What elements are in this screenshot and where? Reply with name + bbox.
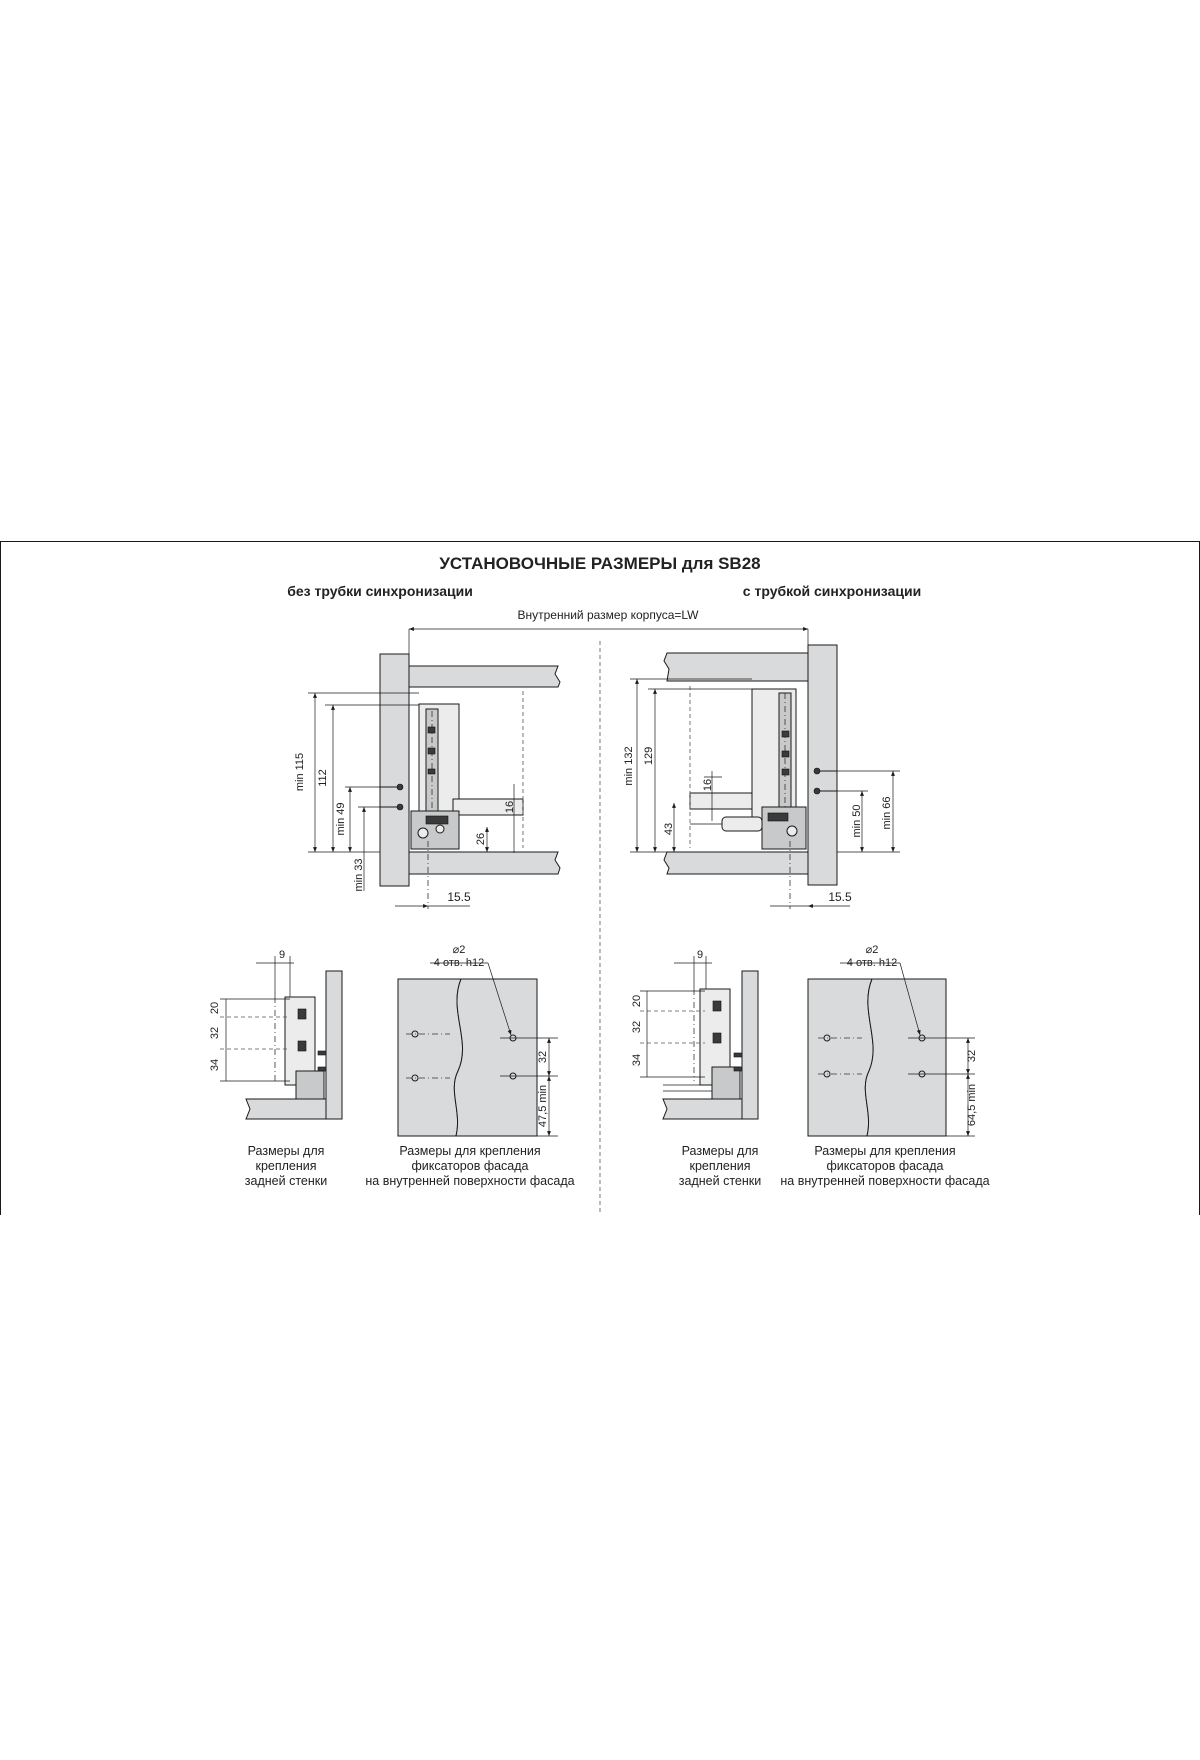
left-bottom-shelf bbox=[409, 852, 560, 874]
back-caption-right-3: задней стенки bbox=[678, 1174, 762, 1188]
back-dim-32-left: 32 bbox=[209, 1026, 221, 1040]
right-side-wall bbox=[808, 645, 837, 885]
inner-width-label: Внутренний размер корпуса=LW bbox=[517, 608, 699, 622]
dim-min66: min 66 bbox=[881, 796, 893, 830]
dim-129: 129 bbox=[643, 746, 655, 766]
dim-min49: min 49 bbox=[335, 802, 347, 836]
left-main-view bbox=[294, 654, 560, 909]
right-bottom-shelf bbox=[664, 852, 808, 874]
back-caption-left-2: крепления bbox=[255, 1159, 317, 1173]
right-front-detail bbox=[780, 944, 989, 1188]
sync-tube bbox=[722, 817, 762, 831]
back-dim-34-left: 34 bbox=[209, 1058, 221, 1072]
back-caption-left-3: задней стенки bbox=[244, 1174, 328, 1188]
dim-15-5-right: 15.5 bbox=[828, 890, 852, 904]
dim-43: 43 bbox=[663, 822, 675, 836]
dim-15-5-left: 15.5 bbox=[447, 890, 471, 904]
dim-112: 112 bbox=[317, 769, 329, 787]
dim-min33: min 33 bbox=[353, 858, 365, 892]
front-caption-right-2: фиксаторов фасада bbox=[826, 1159, 944, 1173]
installation-drawing bbox=[0, 541, 1200, 1215]
page-title: УСТАНОВОЧНЫЕ РАЗМЕРЫ для SB28 bbox=[439, 554, 761, 573]
left-top-shelf bbox=[409, 666, 560, 687]
front-diam-left: ⌀2 bbox=[452, 944, 466, 956]
back-caption-right-2: крепления bbox=[689, 1159, 751, 1173]
dim-16: 16 bbox=[504, 800, 516, 814]
dim-min115: min 115 bbox=[294, 752, 306, 792]
subtitle-left: без трубки синхронизации bbox=[287, 583, 473, 599]
front-dim-min-right: 64,5 min bbox=[966, 1083, 978, 1127]
front-dim-min-left: 47,5 min bbox=[537, 1084, 549, 1128]
back-dim-20-right: 20 bbox=[631, 994, 643, 1008]
back-dim-9-left: 9 bbox=[278, 949, 286, 961]
subtitle-right: с трубкой синхронизации bbox=[742, 583, 922, 599]
front-caption-left-1: Размеры для крепления bbox=[399, 1144, 541, 1158]
front-holes-left: 4 отв. h12 bbox=[433, 957, 485, 969]
front-caption-right-1: Размеры для крепления bbox=[814, 1144, 956, 1158]
front-dim-32-right: 32 bbox=[966, 1049, 978, 1063]
front-caption-left-2: фиксаторов фасада bbox=[411, 1159, 529, 1173]
right-main-view bbox=[623, 645, 900, 909]
right-drawer-back bbox=[690, 793, 752, 809]
front-caption-right-3: на внутренней поверхности фасада bbox=[780, 1174, 990, 1188]
left-back-detail bbox=[209, 949, 342, 1188]
right-top-shelf bbox=[664, 653, 808, 681]
back-dim-32-right: 32 bbox=[631, 1020, 643, 1034]
front-dim-32-left: 32 bbox=[537, 1050, 549, 1064]
back-caption-left-1: Размеры для bbox=[247, 1144, 325, 1158]
dim-min132: min 132 bbox=[623, 746, 635, 786]
left-side-wall bbox=[380, 654, 409, 886]
left-front-detail bbox=[365, 944, 574, 1188]
back-dim-20-left: 20 bbox=[209, 1001, 221, 1015]
back-dim-9-right: 9 bbox=[696, 949, 704, 961]
front-holes-right: 4 отв. h12 bbox=[846, 957, 898, 969]
front-caption-left-3: на внутренней поверхности фасада bbox=[365, 1174, 575, 1188]
front-diam-right: ⌀2 bbox=[865, 944, 879, 956]
back-dim-34-right: 34 bbox=[631, 1053, 643, 1067]
right-back-detail bbox=[631, 949, 761, 1188]
back-caption-right-1: Размеры для bbox=[681, 1144, 759, 1158]
drawing-svg bbox=[0, 541, 1200, 1215]
dim-min50: min 50 bbox=[851, 804, 863, 838]
dim-26: 26 bbox=[475, 832, 487, 846]
dim-16-right: 16 bbox=[702, 778, 714, 792]
